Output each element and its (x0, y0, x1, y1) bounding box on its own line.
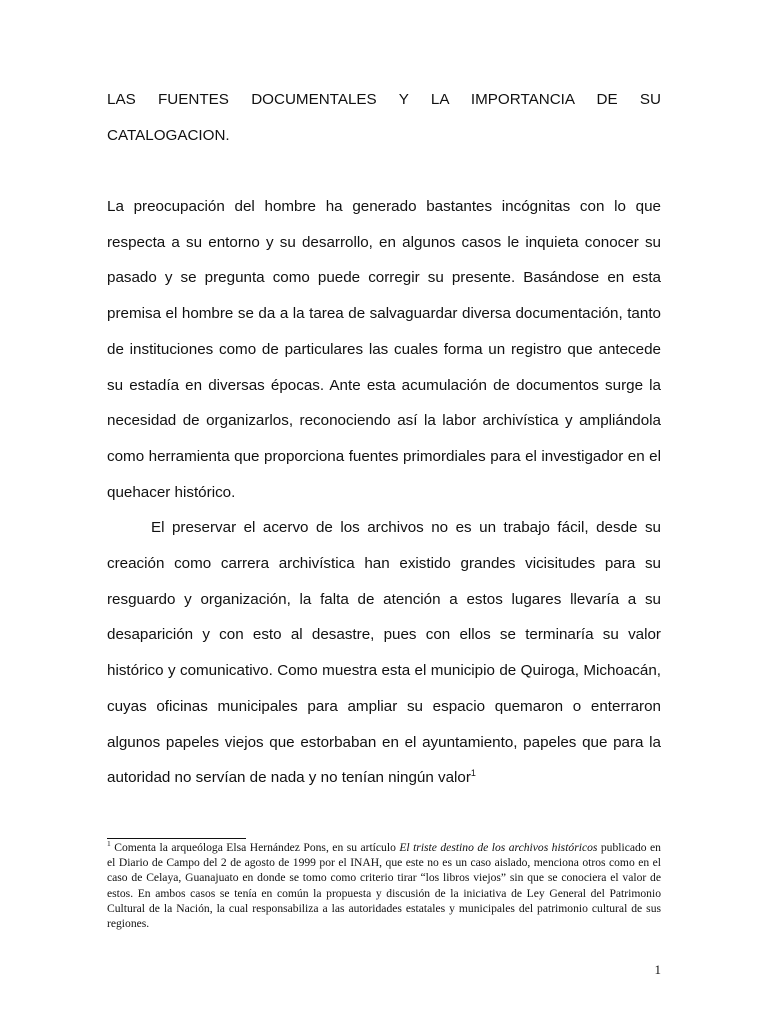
footnote-reference[interactable]: 1 (470, 768, 476, 779)
footnote-text-after: publicado en el Diario de Campo del 2 de agosto de 1999 por el INAH, que este no es un caso aislado, menciona otros como en el caso de Celaya, Guanajuato en donde se tomo como criterio tirar “los libros viejos” sin que se conociera el valor de estos. En ambos casos se tenía en común la propuesta y discusión de la iniciativa de Ley General del Patrimonio Cultural de la Nación, la cual responsabiliza a las autoridades estatales y municipales del patrimonio cultural de sus regiones. (107, 841, 661, 931)
document-title (107, 82, 661, 154)
footnote (107, 840, 661, 931)
footnote-article-title: El triste destino de los archivos históricos (399, 841, 598, 854)
title-line-1: LAS FUENTES DOCUMENTALES Y LA IMPORTANCIA DE SU (107, 91, 661, 108)
paragraph-1-text: La preocupación del hombre ha generado bastantes incógnitas con lo que respecta a su entorno y su desarrollo, en algunos casos le inquieta conocer su pasado y se pregunta como puede corregir su presente. Basándose en esta premisa el hombre se da a la tarea de salvaguardar diversa documentación, tanto de instituciones como de particulares las cuales forma un registro que antecede su estadía en diversas épocas. Ante esta acumulación de documentos surge la necesidad de organizarlos, reconociendo así la labor archivística y ampliándola como herramienta que proporciona fuentes primordiales para el investigador en el quehacer histórico. (107, 198, 661, 501)
page-number: 1 (654, 962, 661, 977)
paragraph-1 (107, 189, 661, 510)
footnote-text-before: Comenta la arqueóloga Elsa Hernández Pons, en su artículo (110, 841, 400, 854)
body-text (107, 189, 661, 796)
paragraph-2-text: El preservar el acervo de los archivos no es un trabajo fácil, desde su creación como carrera archivística han existido grandes vicisitudes para su resguardo y organización, la falta de atención a estos lugares llevaría a su desaparición y con esto al desastre, pues con ellos se terminaría su valor histórico y comunicativo. Como muestra esta el municipio de Quiroga, Michoacán, cuyas oficinas municipales para ampliar su espacio quemaron o enterraron algunos papeles viejos que estorbaban en el ayuntamiento, papeles que para la autoridad no servían de nada y no tenían ningún valor (107, 519, 661, 787)
footnote-number: 1 (107, 839, 111, 849)
footnote-separator (107, 838, 246, 839)
title-line-2: CATALOGACION. (107, 127, 230, 144)
paragraph-2 (107, 510, 661, 796)
